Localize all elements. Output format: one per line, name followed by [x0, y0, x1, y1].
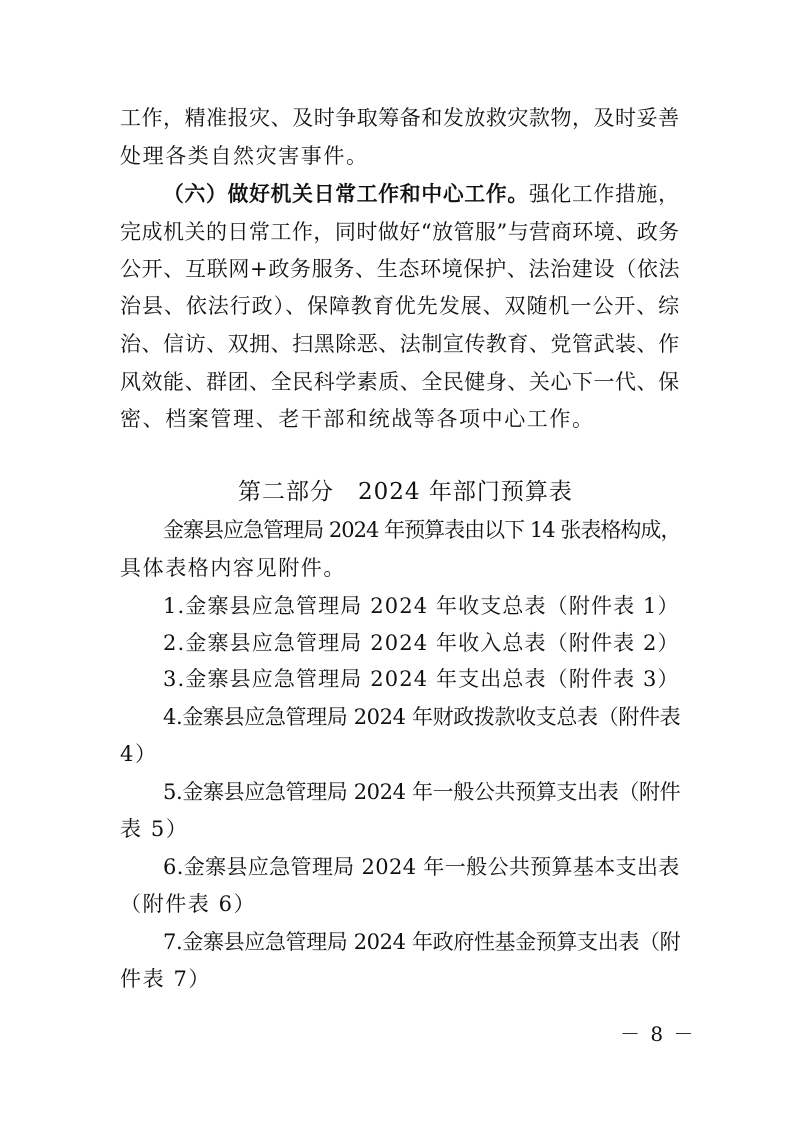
part-2-title: 第二部分 2024 年部门预算表 [238, 479, 573, 505]
list-item-continuation: （附件表 6） [120, 892, 257, 916]
section-6-heading: （六）做好机关日常工作和中心工作。 [163, 181, 529, 206]
list-item: 2.金寨县应急管理局 2024 年收入总表（附件表 2） [163, 631, 680, 655]
list-item: 5.金寨县应急管理局 2024 年一般公共预算支出表（附件 [163, 780, 681, 804]
page-number: － 8 － [620, 1022, 696, 1046]
part-2-intro: 具体表格内容见附件。 [120, 556, 346, 580]
section-6-first-line [163, 180, 680, 208]
list-item: 4.金寨县应急管理局 2024 年财政拨款收支总表（附件表 [163, 705, 681, 729]
list-item-continuation: 4） [120, 742, 158, 766]
paragraph-line: 处理各类自然灾害事件。 [120, 144, 369, 168]
paragraph-line: 治县、依法行政）、保障教育优先发展、双随机一公开、综 [120, 294, 681, 318]
list-item: 6.金寨县应急管理局 2024 年一般公共预算基本支出表 [163, 855, 680, 879]
paragraph-line: 公开、互联网+政务服务、生态环境保护、法治建设（依法 [120, 257, 681, 281]
paragraph-line: 完成机关的日常工作，同时做好“放管服”与营商环境、政务 [120, 220, 680, 244]
paragraph-line: 密、档案管理、老干部和统战等各项中心工作。 [120, 407, 595, 431]
list-item: 1.金寨县应急管理局 2024 年收支总表（附件表 1） [163, 594, 680, 618]
section-6-text: 强化工作措施， [528, 182, 680, 206]
paragraph-line: 工作，精准报灾、及时争取筹备和发放救灾款物，及时妥善 [120, 106, 680, 130]
list-item: 7.金寨县应急管理局 2024 年政府性基金预算支出表（附 [163, 930, 681, 954]
paragraph-line: 治、信访、双拥、扫黑除恶、法制宣传教育、党管武装、作 [120, 332, 680, 356]
list-item-continuation: 件表 7） [120, 967, 212, 991]
part-2-intro: 金寨县应急管理局 2024 年预算表由以下 14 张表格构成， [163, 518, 681, 542]
paragraph-line: 风效能、群团、全民科学素质、全民健身、关心下一代、保 [120, 370, 680, 394]
list-item: 3.金寨县应急管理局 2024 年支出总表（附件表 3） [163, 667, 680, 691]
list-item-continuation: 表 5） [120, 817, 189, 841]
